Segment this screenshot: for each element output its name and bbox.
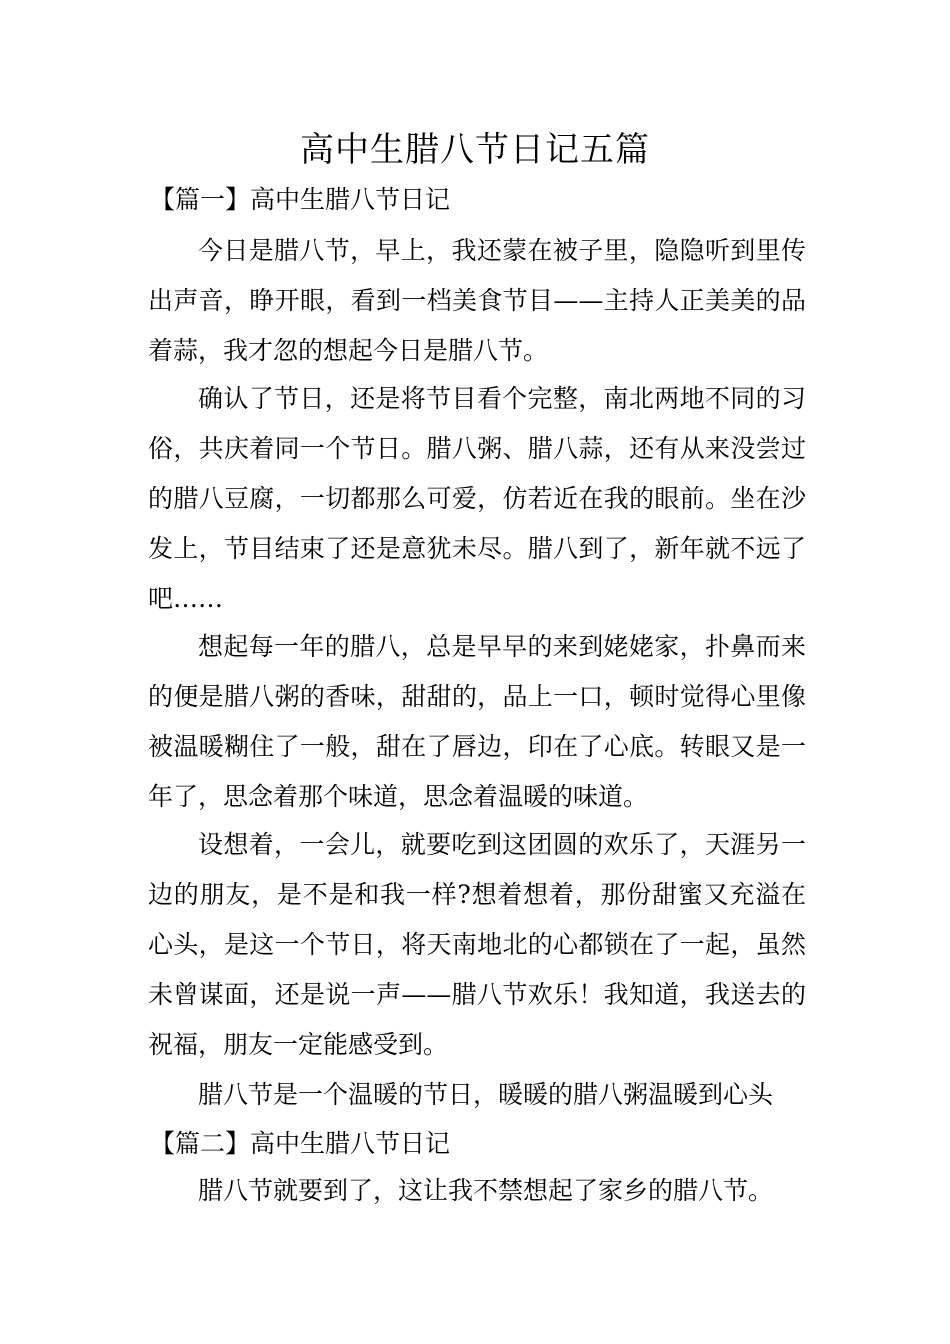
section-heading-1: 【篇一】高中生腊八节日记 [150,185,451,214]
paragraph: 想起每一年的腊八，总是早早的来到姥姥家，扑鼻而来的便是腊八粥的香味，甜甜的，品上一口，顿时觉得心里像被温暖糊住了一般，甜在了唇边，印在了心底。转眼又是一年了，思念着那个味道，思念着温暖的味道。 [148,632,806,811]
paragraph: 今日是腊八节，早上，我还蒙在被子里，隐隐听到里传出声音，睁开眼，看到一档美食节目——主持人正美美的品着蒜，我才忽的想起今日是腊八节。 [148,236,806,365]
paragraph: 腊八节就要到了，这让我不禁想起了家乡的腊八节。 [198,1176,774,1205]
paragraph: 设想着，一会儿，就要吃到这团圆的欢乐了，天涯另一边的朋友，是不是和我一样?想着想着，那份甜蜜又充溢在心头，是这一个节日，将天南地北的心都锁在了一起，虽然未曾谋面，还是说一声——腊八节欢乐！我知道，我送去的祝福，朋友一定能感受到。 [148,830,806,1059]
document-title: 高中生腊八节日记五篇 [300,130,650,170]
section-heading-2: 【篇二】高中生腊八节日记 [150,1129,451,1158]
paragraph: 腊八节是一个温暖的节日，暖暖的腊八粥温暖到心头 [198,1080,774,1109]
paragraph: 确认了节日，还是将节目看个完整，南北两地不同的习俗，共庆着同一个节日。腊八粥、腊八蒜，还有从来没尝过的腊八豆腐，一切都那么可爱，仿若近在我的眼前。坐在沙发上，节目结束了还是意犹未尽。腊八到了，新年就不远了吧…… [148,384,806,613]
